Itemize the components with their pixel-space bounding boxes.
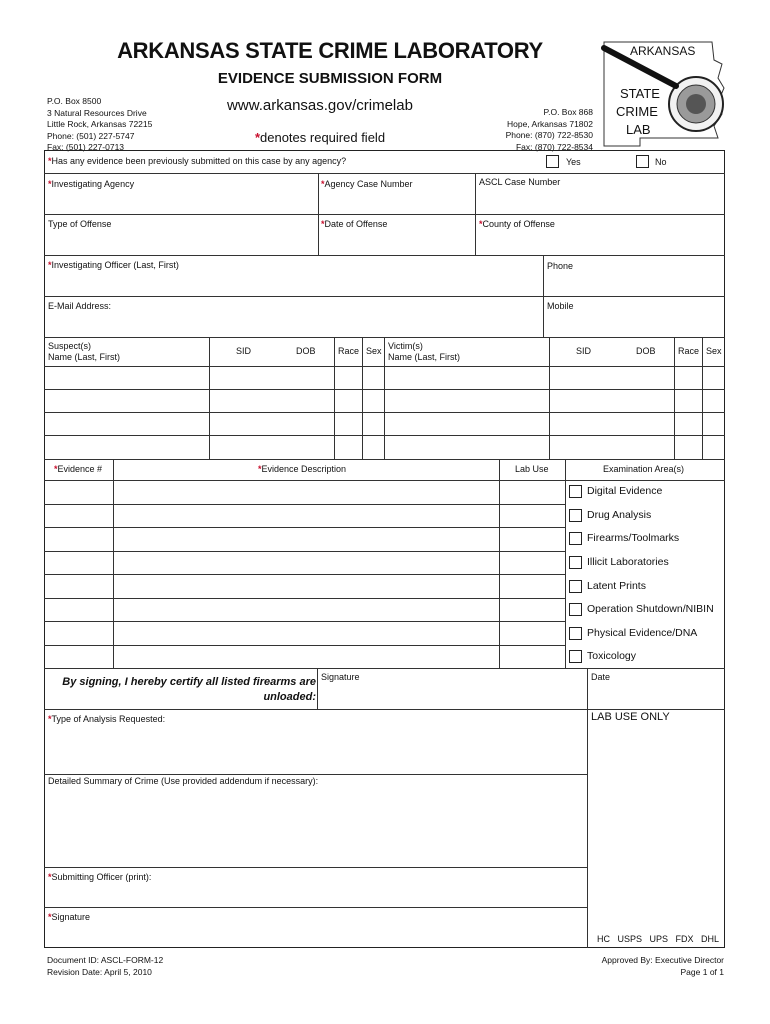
physical-evidence-dna-label: Physical Evidence/DNA — [587, 627, 698, 639]
previous-submission-label — [48, 156, 346, 167]
required-note-text: denotes required field — [260, 130, 386, 145]
operation-shutdown-nibin-label: Operation Shutdown/NIBIN — [587, 603, 714, 615]
delivery-methods: HC USPS UPS FDX DHL — [597, 934, 720, 944]
county-of-offense-field[interactable] — [479, 219, 555, 230]
required-star: * — [48, 156, 52, 166]
digital-evidence-checkbox[interactable] — [569, 485, 582, 498]
required-star: * — [54, 464, 58, 474]
suspects-label: Suspect(s) — [48, 341, 92, 351]
toxicology-checkbox[interactable] — [569, 650, 582, 663]
required-star: * — [48, 912, 52, 922]
submitting-signature-field[interactable] — [48, 912, 90, 923]
evidence-description-label: Evidence Description — [261, 464, 347, 474]
suspect-race-header: Race — [338, 346, 360, 356]
submitting-officer-field[interactable] — [48, 872, 151, 883]
hope-address — [480, 107, 593, 153]
suspect-sid-header: SID — [236, 346, 252, 356]
victim-sex-header: Sex — [706, 346, 722, 356]
address-line: 3 Natural Resources Drive — [47, 107, 147, 118]
required-star: * — [48, 179, 52, 189]
yes-checkbox[interactable] — [546, 155, 559, 168]
physical-evidence-dna-checkbox[interactable] — [569, 627, 582, 640]
toxicology-label: Toxicology — [587, 650, 637, 662]
no-checkbox[interactable] — [636, 155, 649, 168]
submitting-officer-label: Submitting Officer (print): — [51, 872, 152, 882]
investigating-officer-label: Investigating Officer (Last, First) — [51, 260, 179, 270]
latent-prints-label: Latent Prints — [587, 580, 646, 592]
address-line: Little Rock, Arkansas 72215 — [47, 119, 153, 129]
county-of-offense-label: County of Offense — [482, 219, 555, 229]
address-line: Fax: (501) 227-0713 — [47, 142, 125, 152]
agency-case-number-field[interactable] — [321, 179, 413, 190]
suspect-sex-header: Sex — [366, 346, 382, 356]
logo-line-lab: LAB — [626, 122, 651, 137]
certification-line-1: By signing, I hereby certify all listed firearms are — [62, 676, 316, 688]
address-line: P.O. Box 8500 — [47, 96, 102, 106]
form-subtitle: EVIDENCE SUBMISSION FORM — [217, 70, 443, 87]
firearms-toolmarks-label: Firearms/Toolmarks — [587, 532, 680, 544]
lab-use-only-label: LAB USE ONLY — [591, 711, 670, 723]
lab-use-header: Lab Use — [515, 464, 549, 474]
submitting-signature-label: Signature — [51, 912, 91, 922]
approval-info — [560, 954, 724, 978]
illicit-laboratories-label: Illicit Laboratories — [587, 556, 669, 568]
yes-label: Yes — [566, 157, 581, 167]
firearms-toolmarks-checkbox[interactable] — [569, 532, 582, 545]
mobile-field[interactable]: Mobile — [547, 301, 574, 311]
certification-date-field[interactable]: Date — [591, 672, 611, 682]
agency-case-number-label: Agency Case Number — [324, 179, 413, 189]
certification-signature-field[interactable]: Signature — [321, 672, 360, 682]
detailed-summary-field[interactable]: Detailed Summary of Crime (Use provided addendum if necessary): — [48, 776, 319, 786]
previous-submission-text: Has any evidence been previously submitted on this case by any agency? — [51, 156, 347, 166]
page-title: ARKANSAS STATE CRIME LABORATORY — [117, 38, 543, 63]
drug-analysis-checkbox[interactable] — [569, 509, 582, 522]
drug-analysis-label: Drug Analysis — [587, 509, 652, 521]
document-id: Document ID: ASCL-FORM-12 — [47, 955, 164, 965]
investigating-agency-field[interactable] — [48, 179, 134, 190]
victim-sid-header: SID — [576, 346, 592, 356]
evidence-number-header — [54, 464, 102, 475]
phone-field[interactable]: Phone — [547, 261, 574, 271]
required-star: * — [258, 464, 262, 474]
evidence-description-header — [258, 464, 346, 475]
certification-line-2: unloaded: — [263, 691, 316, 703]
examination-areas-header: Examination Area(s) — [603, 464, 685, 474]
address-line: Hope, Arkansas 71802 — [506, 118, 593, 129]
investigating-agency-label: Investigating Agency — [51, 179, 135, 189]
logo-line-crime: CRIME — [616, 104, 658, 119]
victim-dob-header: DOB — [636, 346, 656, 356]
type-of-offense-field[interactable]: Type of Offense — [48, 219, 112, 229]
no-label: No — [655, 157, 667, 167]
required-star: * — [48, 260, 52, 270]
page-number: Page 1 of 1 — [680, 967, 724, 977]
required-star: * — [321, 179, 325, 189]
required-star: * — [48, 872, 52, 882]
address-line: Phone: (870) 722-8530 — [505, 130, 593, 140]
website-link[interactable]: www.arkansas.gov/crimelab — [227, 97, 413, 114]
required-star: * — [254, 130, 261, 145]
type-of-analysis-field[interactable] — [48, 714, 165, 725]
address-line: P.O. Box 868 — [543, 107, 593, 117]
operation-shutdown-nibin-checkbox[interactable] — [569, 603, 582, 616]
email-field[interactable]: E-Mail Address: — [48, 301, 112, 311]
suspect-dob-header: DOB — [296, 346, 316, 356]
document-info — [47, 954, 163, 978]
date-of-offense-field[interactable] — [321, 219, 387, 230]
approved-by: Approved By: Executive Director — [601, 955, 724, 965]
ascl-case-number-field[interactable]: ASCL Case Number — [479, 177, 561, 187]
victims-header — [388, 341, 460, 363]
firearms-certification — [44, 675, 316, 705]
type-of-analysis-label: Type of Analysis Requested: — [51, 714, 166, 724]
evidence-number-label: Evidence # — [57, 464, 103, 474]
required-star: * — [479, 219, 483, 229]
latent-prints-checkbox[interactable] — [569, 580, 582, 593]
suspects-header — [48, 341, 120, 363]
logo-top-text: ARKANSAS — [630, 44, 696, 58]
little-rock-address — [47, 96, 152, 154]
logo-line-state: STATE — [620, 86, 660, 101]
arkansas-state-crime-lab-logo — [600, 38, 728, 150]
victims-label: Victim(s) — [388, 341, 423, 351]
suspects-name-label: Name (Last, First) — [48, 352, 121, 362]
revision-date: Revision Date: April 5, 2010 — [47, 967, 152, 977]
investigating-officer-field[interactable] — [48, 260, 179, 271]
illicit-laboratories-checkbox[interactable] — [569, 556, 582, 569]
address-line: Fax: (870) 722-8534 — [515, 141, 593, 152]
required-star: * — [48, 714, 52, 724]
victims-name-label: Name (Last, First) — [388, 352, 461, 362]
date-of-offense-label: Date of Offense — [324, 219, 388, 229]
digital-evidence-label: Digital Evidence — [587, 485, 663, 497]
address-line: Phone: (501) 227-5747 — [47, 130, 135, 141]
required-star: * — [321, 219, 325, 229]
victim-race-header: Race — [678, 346, 700, 356]
